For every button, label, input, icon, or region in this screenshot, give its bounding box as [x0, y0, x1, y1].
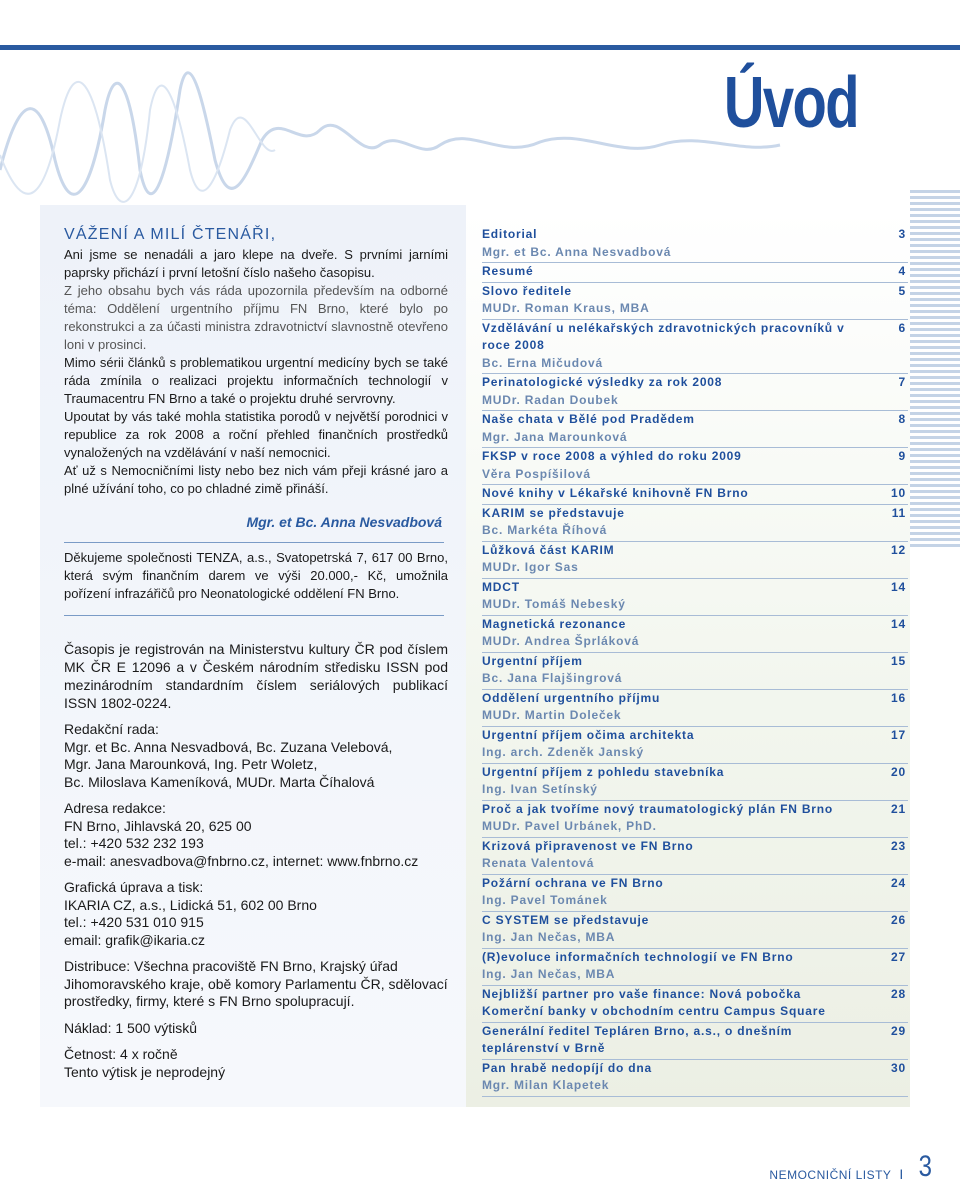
- toc-page-number: 15: [891, 653, 906, 668]
- toc-entry[interactable]: [482, 226, 908, 263]
- address-phone: tel.: +420 532 232 193: [64, 835, 204, 851]
- toc-row: [482, 411, 908, 429]
- frequency-block: [64, 1046, 448, 1081]
- toc-page-number: 11: [891, 505, 906, 520]
- page-number: 3: [918, 1150, 933, 1183]
- toc-title: Naše chata v Bělé pod Pradědem: [482, 412, 695, 426]
- design-print: [64, 879, 448, 949]
- toc-title: Resumé: [482, 264, 534, 278]
- toc-page-number: 21: [891, 801, 906, 816]
- toc-title: Urgentní příjem z pohledu stavebníka: [482, 764, 725, 779]
- toc-author: MUDr. Roman Kraus, MBA: [482, 301, 650, 315]
- board-line: Mgr. et Bc. Anna Nesvadbová, Bc. Zuzana Velebová,: [64, 738, 393, 755]
- toc-entry[interactable]: [482, 374, 908, 411]
- toc-entry[interactable]: [482, 505, 908, 542]
- toc-entry[interactable]: [482, 448, 908, 485]
- toc-page-number: 4: [898, 264, 906, 278]
- toc-page-number: 12: [891, 542, 906, 557]
- board-line: Mgr. Jana Marounková, Ing. Petr Woletz,: [64, 756, 318, 772]
- toc-row: [482, 1060, 908, 1078]
- toc-page-number: 30: [891, 1060, 906, 1075]
- toc-page-number: 20: [891, 764, 906, 779]
- imprint-info: [64, 640, 448, 1090]
- toc-row: [482, 875, 908, 893]
- toc-entry[interactable]: [482, 912, 908, 949]
- toc-row: [482, 505, 908, 523]
- design-label: Grafická úprava a tisk:: [64, 879, 204, 895]
- toc-row: [482, 949, 908, 967]
- toc-page-number: 8: [898, 412, 906, 426]
- toc-title: (R)evoluce informačních technologií ve FN Brno: [482, 949, 794, 964]
- toc-row: [482, 801, 908, 819]
- toc-title: Generální ředitel Tepláren Brno, a.s., o dnešním teplárenství v Brně: [482, 1023, 793, 1055]
- toc-entry[interactable]: [482, 838, 908, 875]
- toc-row: [482, 986, 908, 1021]
- editorial-board: [64, 721, 448, 791]
- toc-title: Nejbližší partner pro vaše finance: Nová pobočka Komerční banky v obchodním centru Campus Square: [482, 986, 826, 1018]
- toc-entry[interactable]: [482, 1023, 908, 1060]
- toc-page-number: 23: [891, 838, 906, 853]
- toc-page-number: 26: [891, 912, 906, 927]
- address-email: e-mail: anesvadbova@fnbrno.cz, internet: www.fnbrno.cz: [64, 852, 419, 869]
- toc-entry[interactable]: [482, 875, 908, 912]
- toc-page-number: 16: [891, 690, 906, 705]
- toc-title: Urgentní příjem: [482, 653, 583, 668]
- circulation: Náklad: 1 500 výtisků: [64, 1019, 198, 1036]
- toc-page-number: 27: [891, 949, 906, 964]
- toc-author: MUDr. Pavel Urbánek, PhD.: [482, 819, 657, 833]
- editorial-column: [64, 226, 448, 616]
- toc-author: MUDr. Radan Doubek: [482, 392, 619, 407]
- toc-page-number: 3: [898, 227, 906, 241]
- toc-entry[interactable]: [482, 542, 908, 579]
- address-line: FN Brno, Jihlavská 20, 625 00: [64, 817, 252, 834]
- not-for-sale: Tento výtisk je neprodejný: [64, 1063, 226, 1080]
- toc-page-number: 24: [891, 875, 906, 890]
- toc-page-number: 28: [891, 986, 906, 1001]
- toc-page-number: 14: [891, 579, 906, 594]
- toc-entry[interactable]: [482, 764, 908, 801]
- decorative-stripes: [910, 190, 960, 1110]
- toc-author: Bc. Jana Flajšingrová: [482, 671, 623, 685]
- signature: Mgr. et Bc. Anna Nesvadbová: [246, 514, 442, 530]
- frequency: Četnost: 4 x ročně: [64, 1046, 178, 1062]
- toc-author: Bc. Erna Mičudová: [482, 355, 603, 370]
- toc-author: Ing. arch. Zdeněk Janský: [482, 745, 644, 759]
- toc-author: Renata Valentová: [482, 856, 595, 870]
- toc-page-number: 17: [891, 727, 906, 742]
- toc-title: Perinatologické výsledky za rok 2008: [482, 375, 723, 389]
- toc-entry[interactable]: [482, 579, 908, 616]
- footer-brand: NEMOCNIČNÍ LISTY: [769, 1168, 892, 1182]
- toc-entry[interactable]: [482, 690, 908, 727]
- toc-author: Mgr. et Bc. Anna Nesvadbová: [482, 244, 672, 259]
- editorial-address: [64, 800, 448, 870]
- toc-entry[interactable]: [482, 653, 908, 690]
- toc-row: [482, 485, 908, 503]
- toc-row: [482, 263, 908, 281]
- toc-author: Bc. Markéta Říhová: [482, 523, 608, 537]
- toc-row: [482, 448, 908, 466]
- toc-entry[interactable]: [482, 411, 908, 448]
- toc-title: Požární ochrana ve FN Brno: [482, 875, 664, 890]
- toc-page-number: 6: [898, 320, 906, 335]
- toc-title: C SYSTEM se představuje: [482, 912, 650, 927]
- paragraph: Z jeho obsahu bych vás ráda upozornila především na odborné téma: Oddělení urgentního příjmu FN Brno, které bylo po rekonstrukci a za účasti ministra zdravotnictví slavnostně otevřeno loni v prosinci.: [64, 283, 448, 352]
- toc-title: Slovo ředitele: [482, 283, 572, 298]
- paragraph: Ani jsme se nenadáli a jaro klepe na dveře. S prvními jarními paprsky přichází i první letošní číslo našeho časopisu.: [64, 247, 448, 280]
- page-title: Úvod: [723, 63, 858, 143]
- toc-title: Pan hrabě nedopíjí do dna: [482, 1060, 653, 1075]
- toc-row: [482, 374, 908, 392]
- toc-page-number: 5: [898, 283, 906, 298]
- toc-title: Lůžková část KARIM: [482, 542, 615, 557]
- toc-entry[interactable]: [482, 986, 908, 1023]
- toc-entry[interactable]: [482, 801, 908, 838]
- toc-page-number: 29: [891, 1023, 906, 1038]
- design-phone: tel.: +420 531 010 915: [64, 914, 204, 930]
- toc-author: Ing. Jan Nečas, MBA: [482, 930, 616, 944]
- toc-author: MUDr. Igor Sas: [482, 560, 579, 574]
- table-of-contents: [482, 226, 908, 1097]
- toc-entry[interactable]: [482, 263, 908, 283]
- registration-text: Časopis je registrován na Ministerstvu kultury ČR pod číslem MK ČR E 12096 a v Českém národním středisku ISSN pod mezinárodním standardním číslem seriálových publikací ISSN 1802-0224.: [64, 641, 448, 711]
- toc-page-number: 10: [891, 486, 906, 500]
- toc-row: [482, 579, 908, 597]
- board-line: Bc. Miloslava Kameníková, MUDr. Marta Číhalová: [64, 773, 375, 790]
- toc-entry[interactable]: [482, 283, 908, 320]
- toc-title: FKSP v roce 2008 a výhled do roku 2009: [482, 449, 742, 463]
- toc-row: [482, 226, 908, 244]
- paragraph: Mimo sérii článků s problematikou urgentní medicíny bych se také ráda zmínila o realizaci projektu informačních technologií v Traumacentru FN Brno a také o projektu druhé servrovny.: [64, 355, 448, 406]
- toc-author: MUDr. Martin Doleček: [482, 708, 622, 722]
- toc-page-number: 9: [898, 449, 906, 463]
- toc-entry[interactable]: [482, 727, 908, 764]
- toc-title: KARIM se představuje: [482, 505, 625, 520]
- divider: [64, 615, 444, 616]
- toc-title: Oddělení urgentního příjmu: [482, 690, 661, 705]
- toc-entry[interactable]: [482, 485, 908, 505]
- toc-title: Proč a jak tvoříme nový traumatologický plán FN Brno: [482, 801, 834, 816]
- board-label: Redakční rada:: [64, 721, 159, 737]
- toc-title: Nové knihy v Lékařské knihovně FN Brno: [482, 486, 749, 500]
- toc-row: [482, 1023, 908, 1058]
- toc-row: [482, 690, 908, 708]
- toc-title: MDCT: [482, 579, 520, 594]
- footer-separator: I: [899, 1166, 904, 1182]
- design-line: IKARIA CZ, a.s., Lidická 51, 602 00 Brno: [64, 896, 317, 913]
- toc-row: [482, 764, 908, 782]
- toc-title: Vzdělávání u nelékařských zdravotnických pracovníků v roce 2008: [482, 320, 845, 352]
- toc-row: [482, 653, 908, 671]
- toc-title: Krizová připravenost ve FN Brno: [482, 838, 694, 853]
- toc-row: [482, 727, 908, 745]
- toc-row: [482, 283, 908, 301]
- toc-author: Ing. Jan Nečas, MBA: [482, 967, 616, 981]
- toc-author: Ing. Pavel Tománek: [482, 893, 608, 907]
- toc-author: Věra Pospíšilová: [482, 466, 591, 481]
- greeting: VÁŽENÍ A MILÍ ČTENÁŘI,: [64, 226, 277, 243]
- toc-row: [482, 616, 908, 634]
- toc-author: Mgr. Milan Klapetek: [482, 1078, 610, 1092]
- toc-row: [482, 542, 908, 560]
- toc-author: MUDr. Tomáš Nebeský: [482, 597, 626, 611]
- toc-title: Magnetická rezonance: [482, 616, 627, 631]
- page-footer: [769, 1152, 934, 1182]
- address-label: Adresa redakce:: [64, 800, 166, 816]
- toc-author: MUDr. Andrea Šprláková: [482, 634, 640, 648]
- toc-author: Mgr. Jana Marounková: [482, 429, 628, 444]
- design-email: email: grafik@ikaria.cz: [64, 931, 206, 948]
- toc-entry[interactable]: [482, 1060, 908, 1097]
- paragraph: Ať už s Nemocničními listy nebo bez nich vám přeji krásné jaro a plné užívání toho, co po chladné zimě přináší.: [64, 463, 448, 496]
- toc-title: Urgentní příjem očima architekta: [482, 727, 695, 742]
- toc-entry[interactable]: [482, 320, 908, 375]
- toc-entry[interactable]: [482, 616, 908, 653]
- toc-entry[interactable]: [482, 949, 908, 986]
- toc-row: [482, 838, 908, 856]
- divider: [64, 542, 444, 543]
- toc-page-number: 7: [898, 375, 906, 389]
- toc-row: [482, 320, 908, 355]
- toc-page-number: 14: [891, 616, 906, 631]
- paragraph: Upoutat by vás také mohla statistika porodů v největší porodnici v republice za rok 2008 a roční přehled finančních prostředků vynaložených na vzdělávání v naší nemocnici.: [64, 409, 448, 460]
- toc-row: [482, 912, 908, 930]
- toc-author: Ing. Ivan Setínský: [482, 782, 598, 796]
- distribution: Distribuce: Všechna pracoviště FN Brno, Krajský úřad Jihomoravského kraje, obě komory Parlamentu ČR, sdělovací prostředky, firmy, které s FN Brno spolupracují.: [64, 958, 448, 1009]
- toc-title: Editorial: [482, 227, 538, 241]
- thanks-note: Děkujeme společnosti TENZA, a.s., Svatopetrská 7, 617 00 Brno, která svým finančním darem ve výši 20.000,- Kč, umožnila pořízení infrazářičů pro Neonatologické oddělení FN Brno.: [64, 550, 448, 601]
